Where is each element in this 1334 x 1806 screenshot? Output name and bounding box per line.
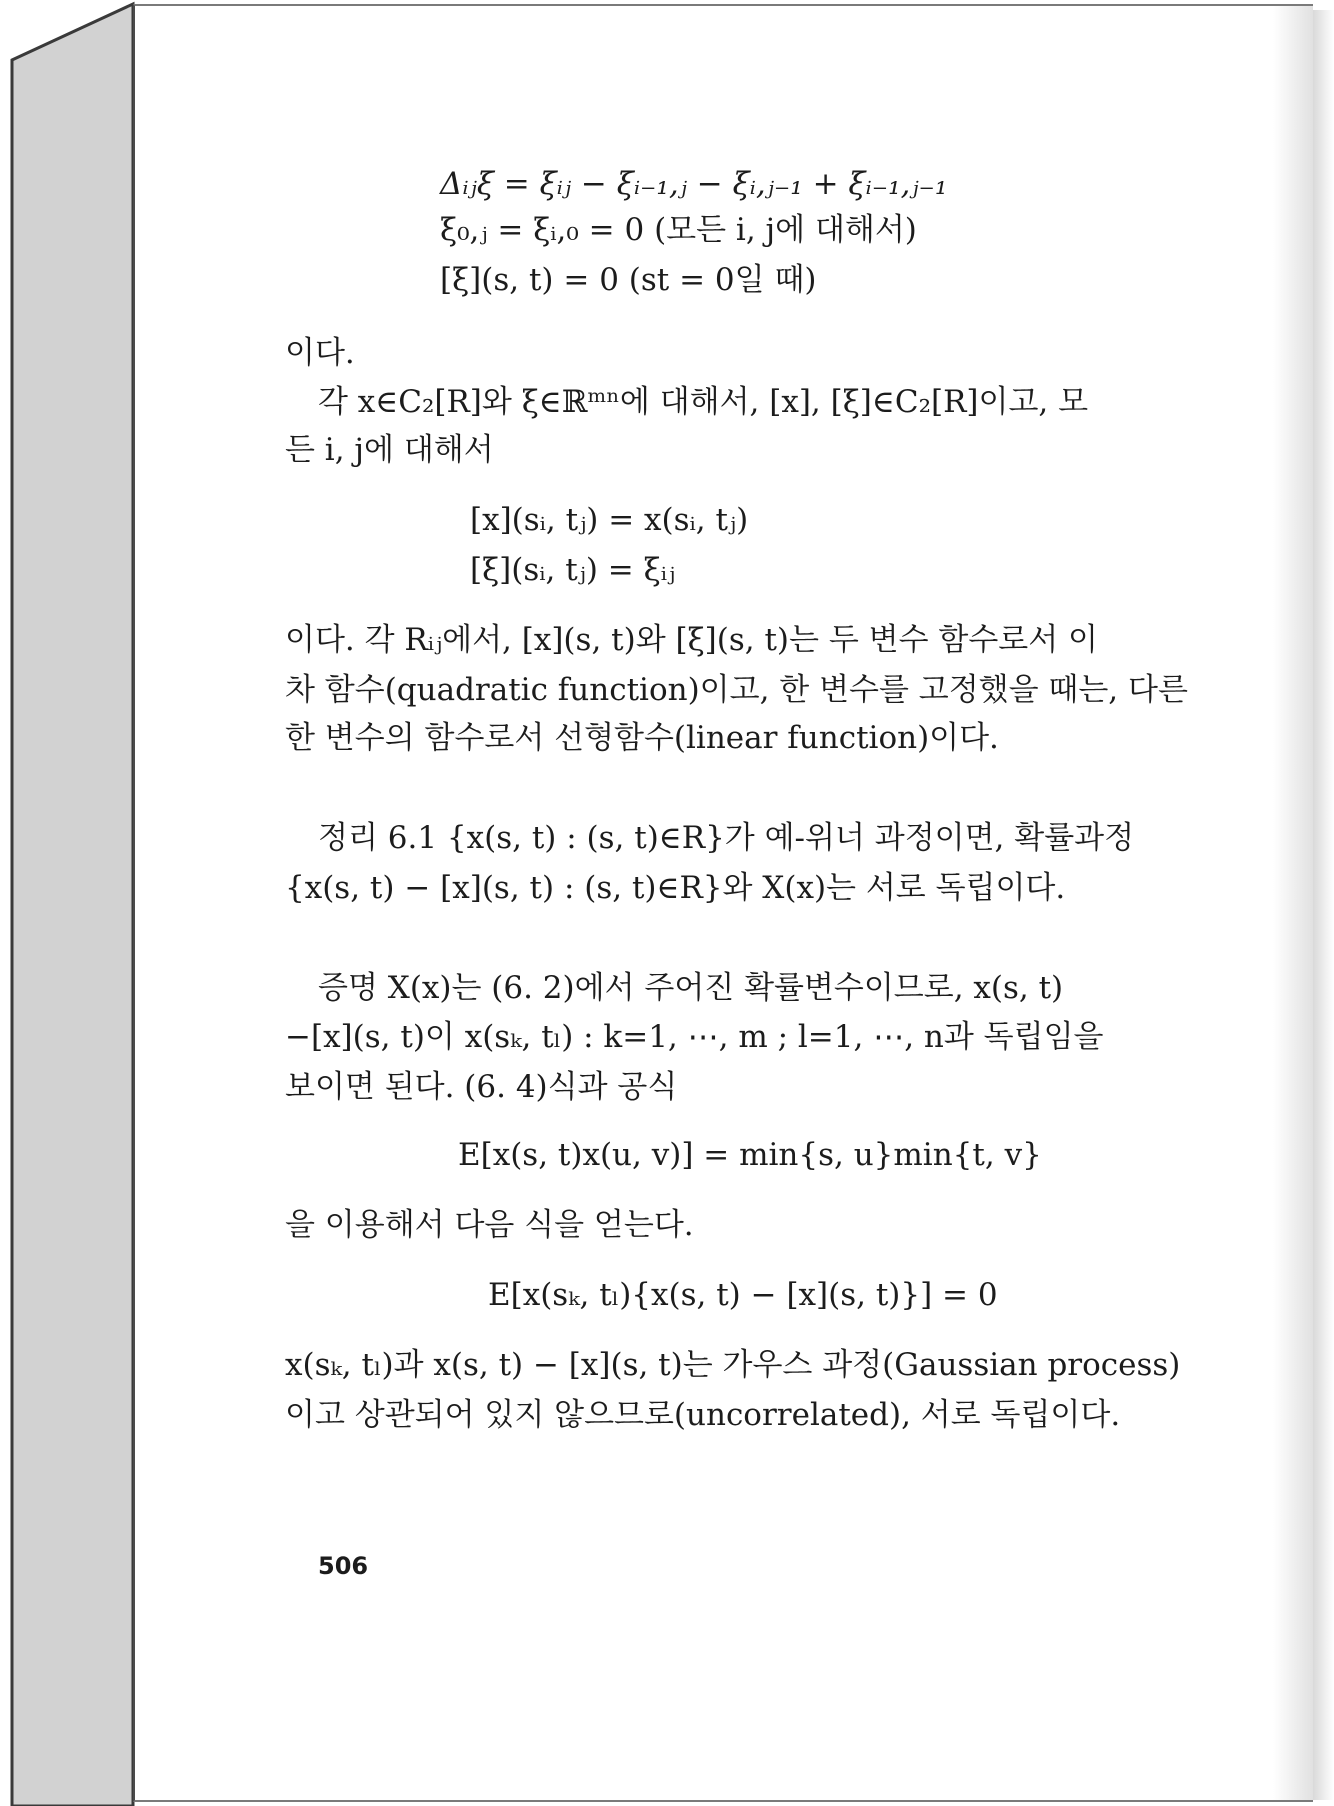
equation-covariance: E[x(s, t)x(u, v)] = min{s, u}min{t, v} xyxy=(458,1137,1042,1173)
para3-line1: x(sₖ, tₗ)과 x(s, t) − [x](s, t)는 가우스 과정(Gaussian process) xyxy=(285,1347,1181,1383)
page-number: 506 xyxy=(318,1552,369,1580)
text-ida-1: 이다. xyxy=(285,335,355,371)
equation-delta: Δᵢⱼξ = ξᵢⱼ − ξᵢ₋₁,ⱼ − ξᵢ,ⱼ₋₁ + ξᵢ₋₁,ⱼ₋₁ xyxy=(440,166,948,202)
page-edge-shadow xyxy=(1313,10,1334,1800)
para1-line2: 든 i, j에 대해서 xyxy=(285,432,494,468)
theorem-line2: {x(s, t) − [x](s, t) : (s, t)∈R}와 X(x)는 서로 독립이다. xyxy=(285,870,1066,906)
proof-line1: 증명 X(x)는 (6. 2)에서 주어진 확률변수이므로, x(s, t) xyxy=(318,970,1064,1006)
para3-line2: 이고 상관되어 있지 않으므로(uncorrelated), 서로 독립이다. xyxy=(285,1397,1121,1433)
text-using: 을 이용해서 다음 식을 얻는다. xyxy=(285,1207,694,1243)
book-spine xyxy=(0,0,150,1806)
equation-boundary: ξ₀,ⱼ = ξᵢ,₀ = 0 (모든 i, j에 대해서) xyxy=(440,212,917,248)
para2-line2: 차 함수(quadratic function)이고, 한 변수를 고정했을 때는, 다른 xyxy=(285,672,1188,708)
para1-line1: 각 x∈C₂[R]와 ξ∈ℝᵐⁿ에 대해서, [x], [ξ]∈C₂[R]이고, 모 xyxy=(318,384,1089,420)
theorem-line1: 정리 6.1 {x(s, t) : (s, t)∈R}가 예-위너 과정이면, 확률과정 xyxy=(318,820,1135,856)
proof-line3: 보이면 된다. (6. 4)식과 공식 xyxy=(285,1069,678,1105)
para2-line3: 한 변수의 함수로서 선형함수(linear function)이다. xyxy=(285,720,999,756)
proof-line2: −[x](s, t)이 x(sₖ, tₗ) : k=1, ⋯, m ; l=1, ⋯, n과 독립임을 xyxy=(285,1019,1104,1055)
equation-x-interp: [x](sᵢ, tⱼ) = x(sᵢ, tⱼ) xyxy=(470,502,749,538)
equation-zero: [ξ](s, t) = 0 (st = 0일 때) xyxy=(440,262,817,298)
equation-xi-interp: [ξ](sᵢ, tⱼ) = ξᵢⱼ xyxy=(470,552,676,588)
equation-result: E[x(sₖ, tₗ){x(s, t) − [x](s, t)}] = 0 xyxy=(488,1277,998,1313)
para2-line1: 이다. 각 Rᵢⱼ에서, [x](s, t)와 [ξ](s, t)는 두 변수 함수로서 이 xyxy=(285,622,1098,658)
page-shade xyxy=(1273,6,1313,1800)
